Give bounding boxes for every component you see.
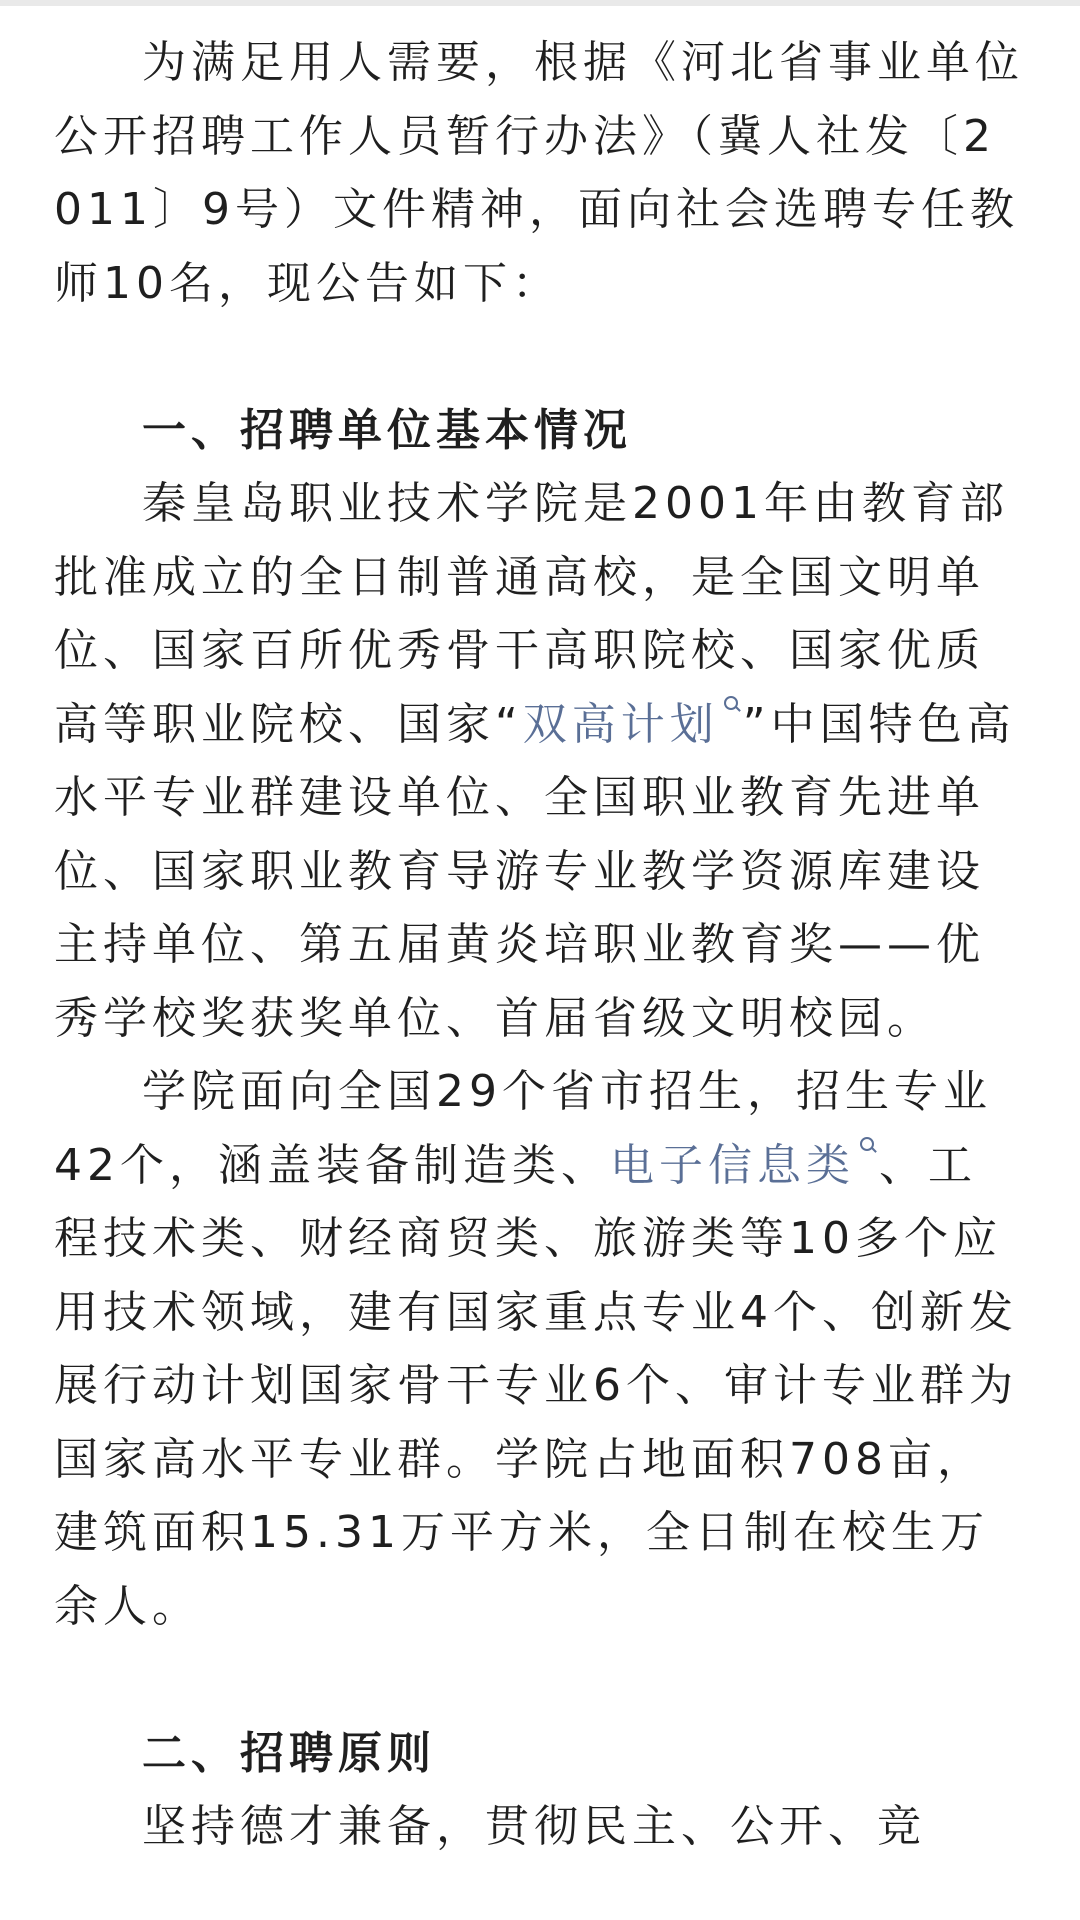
spacer	[54, 320, 1024, 394]
text-segment: ”中国特色高水平专业群建设单位、全国职业教育先进单位、国家职业教育导游专业教学资源库建设主持单位、第五届黄炎培职业教育奖——优秀学校奖获奖单位、首届省级文明校园。	[54, 698, 1016, 1044]
search-icon[interactable]	[859, 1136, 877, 1154]
section1-paragraph-1	[54, 467, 1024, 1055]
top-edge-bar	[0, 0, 1080, 6]
text-segment: 、工程技术类、财经商贸类、旅游类等10多个应用技术领域，建有国家重点专业4个、创新发展行动计划国家骨干专业6个、审计专业群为国家高水平专业群。学院占地面积708亩，建筑面积15.31万平方米，全日制在校生万余人。	[54, 1139, 1018, 1632]
section1-paragraph-2	[54, 1055, 1024, 1643]
search-icon[interactable]	[723, 695, 741, 713]
section2-paragraph-1: 坚持德才兼备，贯彻民主、公开、竞	[142, 1801, 926, 1852]
article-body	[54, 26, 1024, 1864]
spacer	[54, 1643, 1024, 1717]
section-heading-1: 一、招聘单位基本情况	[142, 404, 632, 456]
section-heading-2: 二、招聘原则	[142, 1727, 436, 1779]
keyword-link-dianzixinxi[interactable]	[610, 1140, 879, 1191]
intro-paragraph: 为满足用人需要，根据《河北省事业单位公开招聘工作人员暂行办法》（冀人社发〔2011〕9号）文件精神，面向社会选聘专任教师10名，现公告如下：	[54, 37, 1024, 309]
keyword-link-text[interactable]: 双高计划	[522, 698, 719, 750]
keyword-link-shuanggao[interactable]	[523, 699, 743, 750]
text-segment: 秦皇岛职业技术学院是2001年由教育部批准成立的全日制普通高校，是全国文明单位、国家百所优秀骨干高职院校、国家优质高等职业院校、国家“	[54, 478, 1009, 750]
text-segment: 学院面向全国29个省市招生，招生专业42个，涵盖装备制造类、	[54, 1066, 992, 1191]
keyword-link-text[interactable]: 电子信息类	[610, 1139, 855, 1191]
